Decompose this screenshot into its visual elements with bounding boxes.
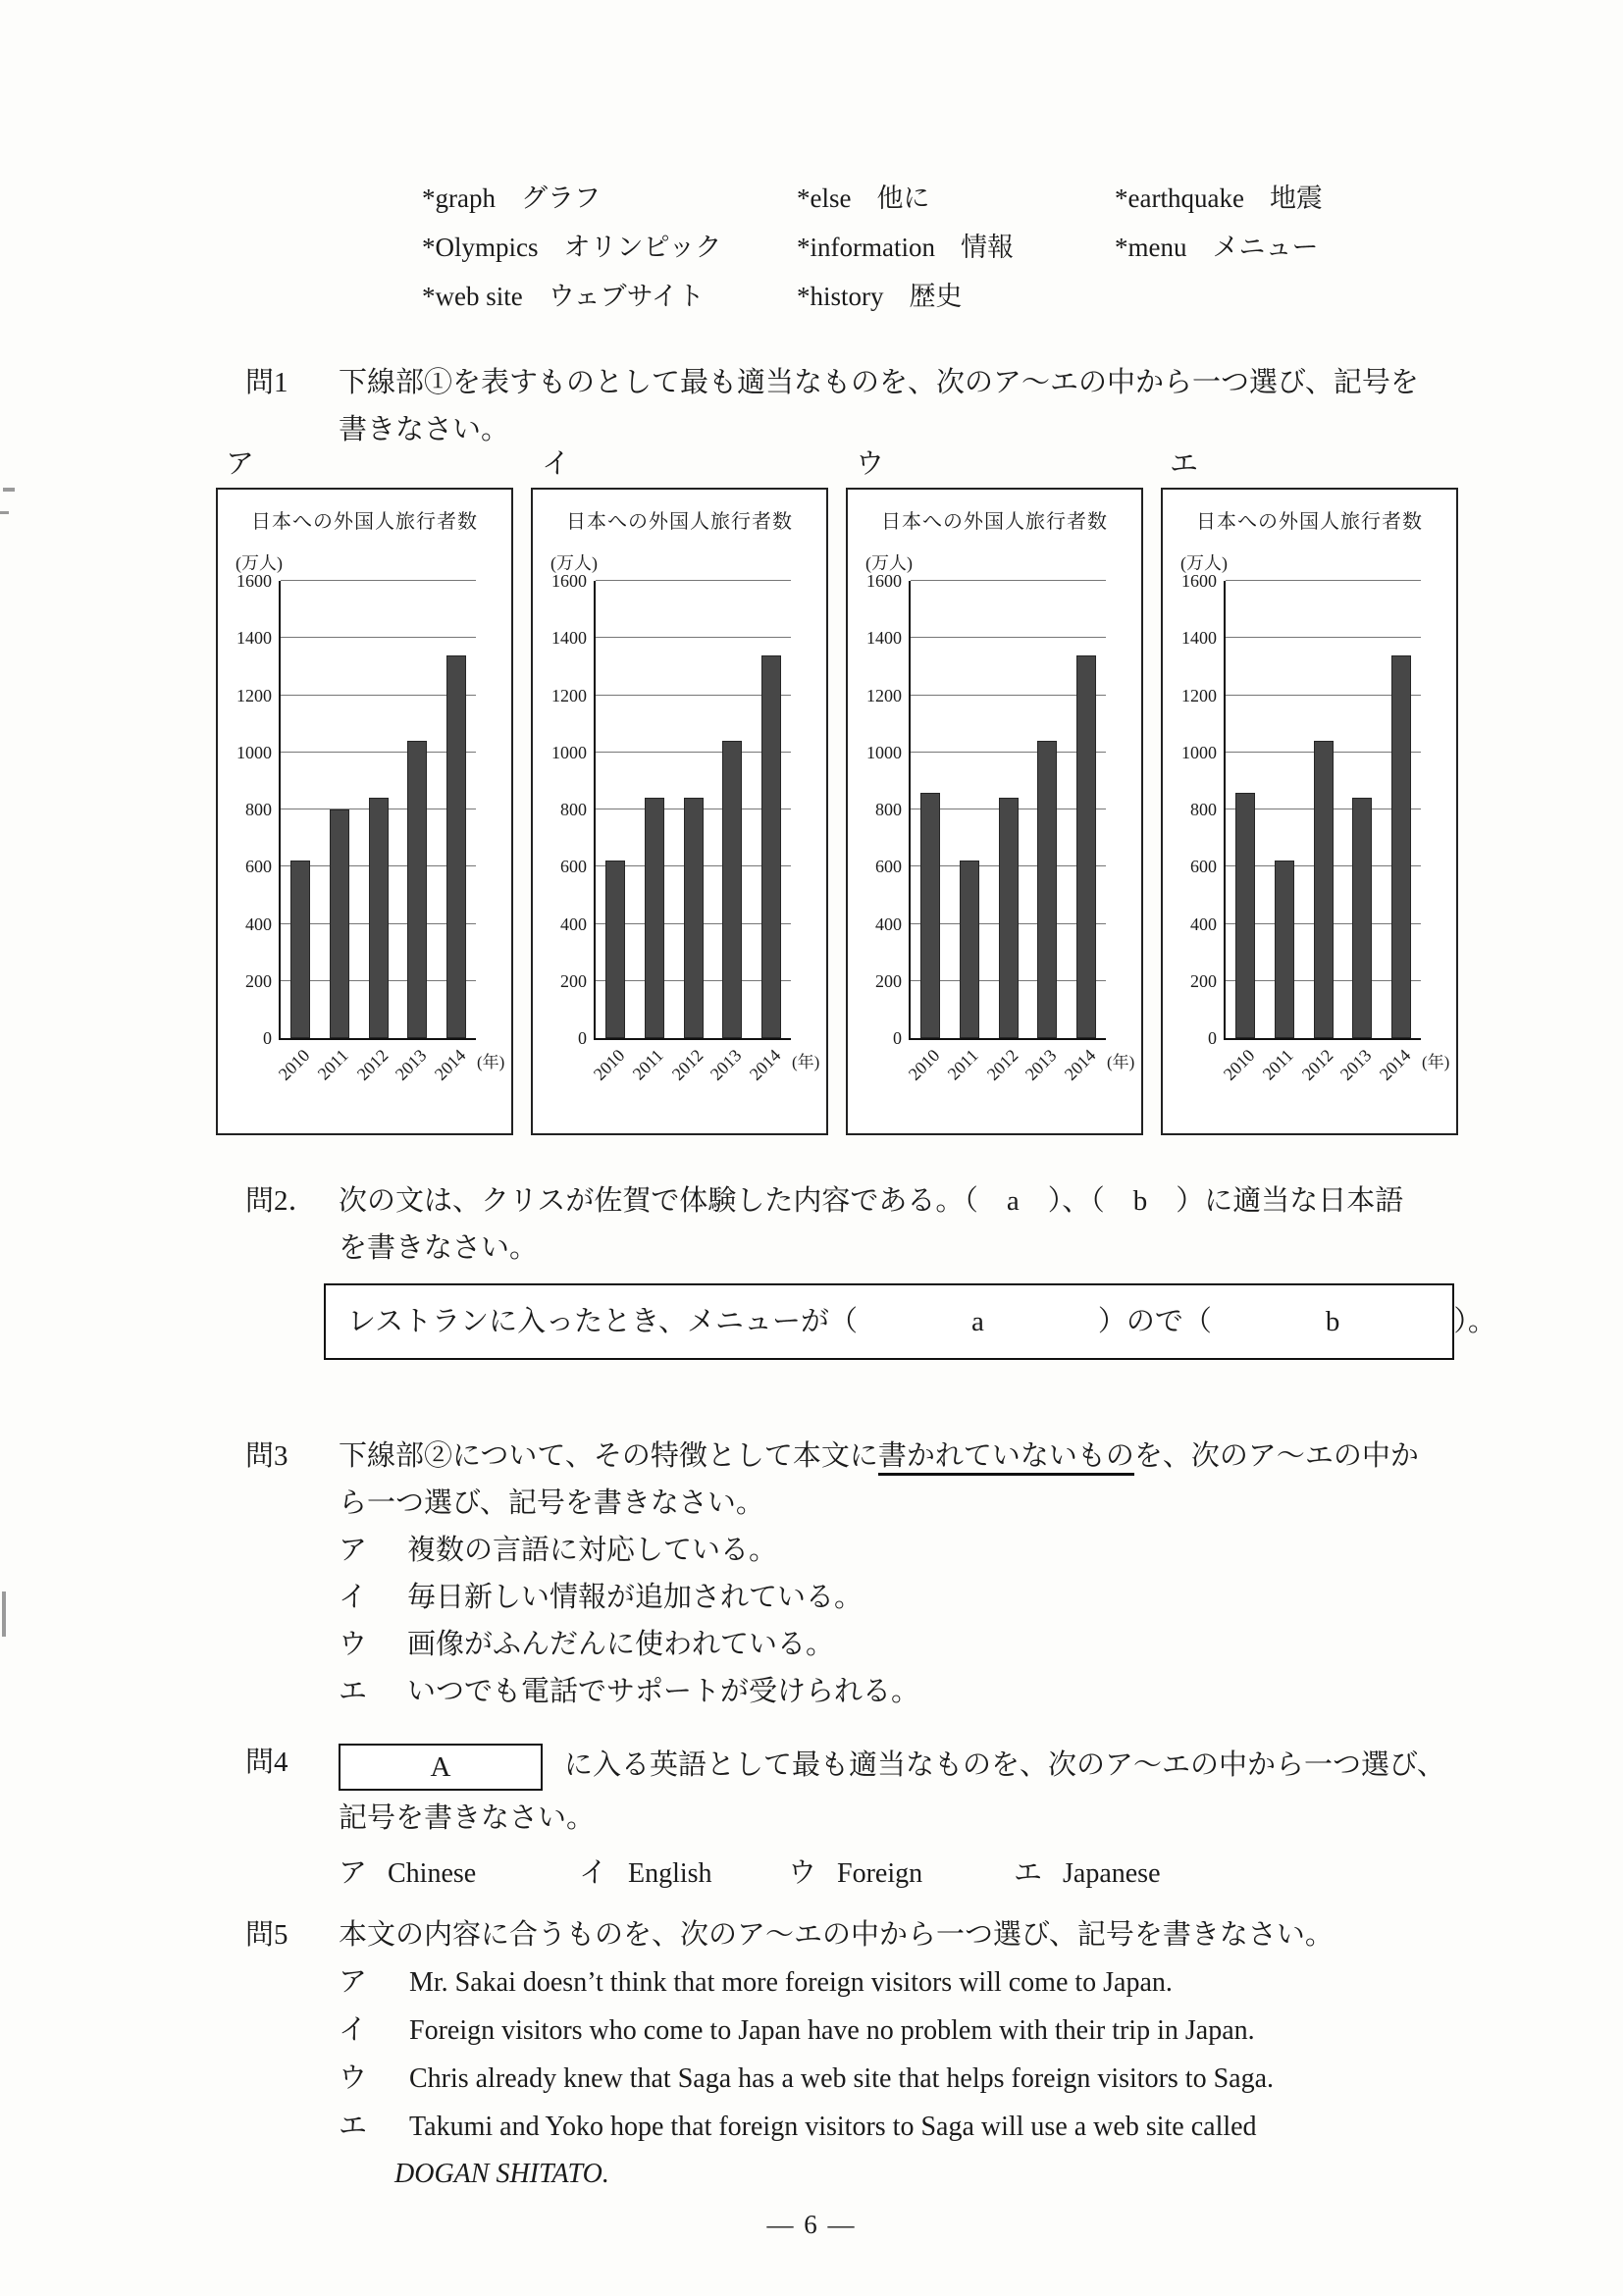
gridline [911,637,1106,638]
option-row [339,1527,1492,1574]
option-text: Foreign [837,1858,923,1889]
glossary-term: *graph [422,183,496,213]
chart-title: 日本への外国人旅行者数 [1196,511,1423,533]
y-axis-tick-label: 400 [875,913,902,934]
q3-line1-pre: 下線部②について、その特徴として本文に [339,1440,878,1472]
y-axis-tick-label: 600 [1190,857,1217,877]
bar-2011 [1275,861,1294,1038]
option-row [339,1851,476,1891]
scan-artifact [0,511,9,514]
question-3-options [339,1527,1492,1715]
option-text-continuation: DOGAN SHITATO. [394,2159,609,2189]
x-axis-tick-label: 2014 [430,1045,470,1084]
x-axis-tick-label: 2013 [707,1045,746,1084]
option-row [339,2103,1492,2151]
x-axis-tick-label: 2010 [589,1045,629,1084]
question-5 [245,1911,1492,2198]
question-2-line2: を書きなさい。 [339,1232,539,1264]
glossary-term: *earthquake [1115,183,1244,213]
option-text: Foreign visitors who come to Japan have no problem with their trip in Japan. [409,2015,1255,2046]
scan-artifact [3,488,15,492]
option-letter: ウ [788,1857,817,1889]
x-axis-tick-label: 2010 [274,1045,314,1084]
bar-chart-plot [236,571,505,1084]
x-axis-tick-label: 2014 [1060,1045,1100,1084]
bar-chart-plot [551,571,820,1084]
x-axis-unit-label: (年) [1422,1053,1450,1071]
bar-2012 [999,798,1019,1038]
option-letter-i: イ [542,448,571,480]
question-4-options [339,1851,1492,1900]
glossary-term: *Olympics [422,233,539,262]
y-axis-tick-label: 1200 [551,685,587,705]
glossary-term: *menu [1115,233,1187,262]
option-letter: イ [339,1582,368,1613]
y-axis-tick-label: 800 [1190,800,1217,819]
question-4-line1 [339,1739,1492,1792]
x-axis-tick-label: 2010 [1219,1045,1259,1084]
y-axis-tick-label: 0 [1208,1028,1217,1048]
bar-2012 [684,798,704,1038]
question-3-line2: ら一つ選び、記号を書きなさい。 [339,1487,764,1519]
gridline [281,637,476,638]
question-5-label: 問5 [245,1919,288,1951]
q3-underlined-phrase: 書かれていないもの [878,1440,1134,1476]
glossary-definition: グラフ [520,183,601,213]
bar-2013 [1352,798,1372,1038]
glossary-row [422,275,1462,324]
y-axis-tick-label: 600 [560,857,587,877]
bar-chart-plot [866,571,1135,1084]
option-letter: エ [1014,1857,1043,1889]
fill-in-sentence: レストランに入ったとき、メニューが（ a ）ので（ b ）。 [347,1306,1496,1337]
y-axis-tick-label: 0 [578,1028,587,1048]
glossary-definition: メニュー [1212,233,1319,262]
option-text: 画像がふんだんに使われている。 [407,1629,835,1660]
question-1 [245,359,1492,453]
gridline [911,580,1106,581]
x-axis-tick-label: 2011 [628,1045,668,1084]
x-axis-tick-label: 2012 [1297,1045,1336,1084]
option-row [579,1851,712,1891]
option-text: Mr. Sakai doesn’t think that more foreign visitors will come to Japan. [409,1967,1173,1998]
chart-title: 日本への外国人旅行者数 [566,511,793,533]
y-axis-tick-label: 800 [875,800,902,819]
q1-option-letters [216,442,1472,485]
y-axis-tick-label: 1000 [551,742,587,762]
q1-charts-row [216,488,1458,1135]
y-axis-tick-label: 1400 [1181,628,1217,649]
answer-blank-box: A [339,1744,543,1791]
bar-2013 [722,741,742,1038]
gridline [596,580,791,581]
glossary-term: *else [797,183,852,213]
option-text: 複数の言語に対応している。 [407,1535,778,1566]
y-axis-tick-label: 1200 [236,685,272,705]
question-4-line2: 記号を書きなさい。 [339,1802,596,1834]
y-axis-tick-label: 1400 [236,628,272,649]
question-3-label: 問3 [245,1440,288,1472]
bar-2010 [1235,793,1255,1038]
glossary-item [1115,177,1323,215]
bar-2011 [960,861,979,1038]
y-axis-tick-label: 1600 [236,571,272,591]
q4-line1-text: に入る英語として最も適当なものを、次のア〜エの中から一つ選び、 [564,1749,1445,1781]
y-axis-unit-label: (万人) [550,553,598,573]
option-text: Japanese [1063,1858,1161,1889]
glossary-item [797,177,929,215]
y-axis-tick-label: 0 [263,1028,272,1048]
option-text: Chris already knew that Saga has a web site that helps foreign visitors to Saga. [409,2063,1275,2094]
gridline [1226,580,1421,581]
question-1-label: 問1 [245,367,288,398]
x-axis-tick-label: 2010 [904,1045,944,1084]
y-axis-tick-label: 1200 [1181,685,1217,705]
glossary-definition: 歴史 [909,282,963,311]
glossary-item [422,177,601,215]
question-1-text [339,359,1492,453]
bar-2011 [330,809,349,1038]
option-letter: イ [579,1857,608,1889]
question-1-line1: 下線部①を表すものとして最も適当なものを、次のア〜エの中から一つ選び、記号を [339,367,1419,398]
glossary-definition: 地震 [1269,183,1323,213]
x-axis-tick-label: 2013 [1021,1045,1061,1084]
bar-2014 [1391,655,1411,1038]
gridline [1226,637,1421,638]
y-axis-tick-label: 800 [560,800,587,819]
bar-2010 [290,861,310,1038]
glossary-term: *web site [422,282,523,311]
y-axis-unit-label: (万人) [865,553,913,573]
question-3-text [339,1433,1492,1715]
option-letter: ア [339,1535,368,1566]
question-4 [245,1739,1492,1900]
option-text: Chinese [388,1858,477,1889]
glossary-term: *information [797,233,935,262]
bar-chart-plot [1181,571,1450,1084]
glossary-definition: ウェブサイト [548,282,705,311]
question-3-line1 [339,1433,1492,1480]
y-axis-tick-label: 1400 [866,628,902,649]
scan-artifact [2,1592,6,1637]
option-row [339,1574,1492,1621]
y-axis-tick-label: 600 [245,857,272,877]
glossary-item [422,226,721,264]
bar-2010 [920,793,940,1038]
option-letter: ア [339,1857,368,1889]
x-axis-tick-label: 2012 [982,1045,1021,1084]
option-letter: ウ [339,1629,368,1660]
x-axis-tick-label: 2011 [1258,1045,1298,1084]
x-axis-unit-label: (年) [477,1053,505,1071]
x-axis-unit-label: (年) [792,1053,820,1071]
bar-2012 [1314,741,1334,1038]
option-text: 毎日新しい情報が追加されている。 [407,1582,864,1613]
option-row [339,1621,1492,1668]
y-axis-tick-label: 1600 [866,571,902,591]
y-axis-tick-label: 800 [245,800,272,819]
x-axis-tick-label: 2011 [313,1045,353,1084]
question-5-options [339,1958,1492,2198]
option-letter: ウ [339,2062,368,2094]
gridline [596,637,791,638]
y-axis-tick-label: 1000 [236,742,272,762]
x-axis-tick-label: 2014 [745,1045,785,1084]
bar-2014 [1076,655,1096,1038]
question-5-text [339,1911,1492,2198]
x-axis-unit-label: (年) [1107,1053,1135,1071]
bar-2014 [761,655,781,1038]
glossary-item [1115,226,1319,264]
y-axis-tick-label: 1200 [866,685,902,705]
chart-title: 日本への外国人旅行者数 [251,511,478,533]
glossary-term: *history [797,282,884,311]
option-letter-a: ア [226,448,255,480]
option-letter: エ [339,2111,368,2142]
option-row [788,1851,922,1891]
question-2 [245,1177,1496,1337]
bar-2013 [407,741,427,1038]
y-axis-tick-label: 1600 [1181,571,1217,591]
y-axis-tick-label: 400 [245,913,272,934]
x-axis-tick-label: 2012 [352,1045,392,1084]
option-row [339,2055,1492,2103]
option-row [339,1958,1492,2007]
glossary-row [422,177,1462,226]
chart-title: 日本への外国人旅行者数 [881,511,1108,533]
fill-in-sentence-box [324,1283,1496,1360]
question-4-text [339,1739,1492,1900]
option-row [339,2007,1492,2055]
bar-2014 [446,655,466,1038]
glossary-item [797,275,963,313]
question-2-label: 問2． [245,1185,317,1217]
glossary-definition: 他に [876,183,930,213]
option-letter: エ [339,1676,368,1707]
vocabulary-glossary [422,177,1462,324]
y-axis-tick-label: 600 [875,857,902,877]
y-axis-tick-label: 200 [1190,970,1217,991]
y-axis-tick-label: 1600 [551,571,587,591]
option-text: いつでも電話でサポートが受けられる。 [407,1676,920,1707]
y-axis-tick-label: 1000 [866,742,902,762]
bar-2012 [369,798,389,1038]
glossary-definition: 情報 [960,233,1014,262]
y-axis-tick-label: 200 [560,970,587,991]
q3-line1-post: を、次のア〜エの中か [1133,1440,1419,1472]
x-axis-tick-label: 2014 [1375,1045,1415,1084]
option-letter: ア [339,1966,368,1998]
x-axis-tick-label: 2013 [1336,1045,1376,1084]
glossary-definition: オリンピック [563,233,722,262]
question-2-line1: 次の文は、クリスが佐賀で体験した内容である。（ a ）、（ b ）に適当な日本語 [339,1185,1404,1217]
glossary-item [797,226,1014,264]
option-letter-u: ウ [856,448,885,480]
bar-2013 [1037,741,1057,1038]
chart-option-u [846,488,1143,1135]
x-axis-tick-label: 2012 [667,1045,707,1084]
question-1-line2: 書きなさい。 [339,414,510,445]
x-axis-tick-label: 2013 [392,1045,431,1084]
page-number: — 6 — [766,2210,857,2239]
chart-option-a [216,488,513,1135]
y-axis-tick-label: 1400 [551,628,587,649]
question-3 [245,1433,1492,1715]
glossary-item [422,275,705,313]
bar-2011 [645,798,664,1038]
y-axis-unit-label: (万人) [236,553,283,573]
gridline [281,580,476,581]
bar-2010 [605,861,625,1038]
option-letter-e: エ [1170,448,1199,480]
chart-option-i [531,488,828,1135]
option-text: Takumi and Yoko hope that foreign visitors to Saga will use a web site called [409,2112,1257,2142]
option-text: English [628,1858,712,1889]
glossary-row [422,226,1462,275]
y-axis-unit-label: (万人) [1180,553,1228,573]
y-axis-tick-label: 200 [875,970,902,991]
question-4-label: 問4 [245,1747,288,1778]
question-5-line1: 本文の内容に合うものを、次のア〜エの中から一つ選び、記号を書きなさい。 [339,1919,1334,1951]
chart-option-e [1161,488,1458,1135]
option-row [339,1668,1492,1715]
y-axis-tick-label: 1000 [1181,742,1217,762]
option-row [1014,1851,1161,1891]
question-2-text [339,1177,1492,1272]
y-axis-tick-label: 200 [245,970,272,991]
x-axis-tick-label: 2011 [943,1045,983,1084]
y-axis-tick-label: 400 [560,913,587,934]
y-axis-tick-label: 0 [893,1028,902,1048]
option-letter: イ [339,2014,368,2046]
y-axis-tick-label: 400 [1190,913,1217,934]
